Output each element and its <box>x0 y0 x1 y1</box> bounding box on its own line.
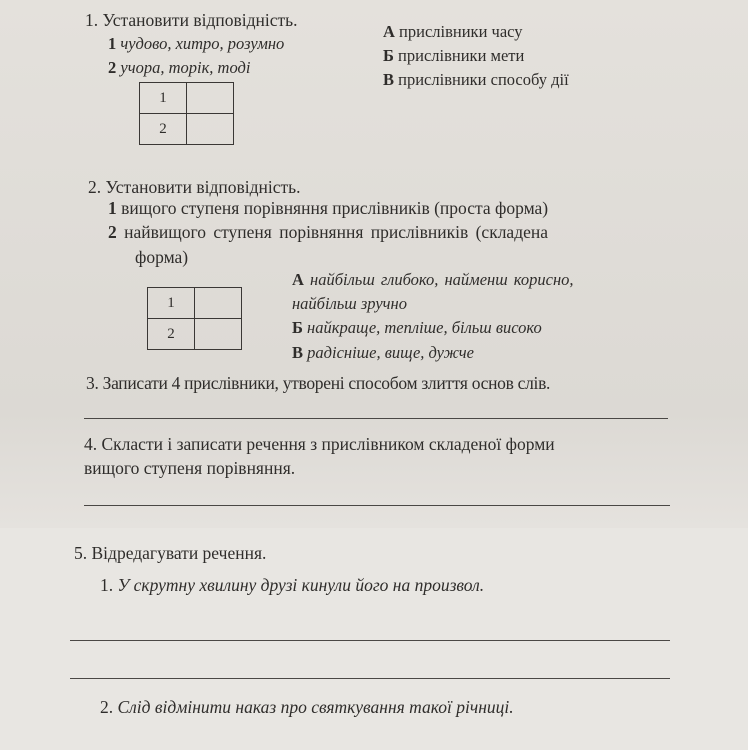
q1-grid-answer-1[interactable] <box>187 83 234 114</box>
q2-item-2-cont: форма) <box>135 247 189 267</box>
q2-grid-answer-2[interactable] <box>195 319 242 350</box>
q1-grid-label-2: 2 <box>140 114 187 145</box>
q5-sentence-1 <box>100 575 484 595</box>
q1-option-a-text: прислівники часу <box>399 22 523 41</box>
q1-item-1-num: 1 <box>108 34 117 53</box>
q2-option-c-letter: В <box>292 343 304 362</box>
q5-sentence-2-text: Слід відмінити наказ про святкування такої річниці. <box>117 697 514 717</box>
q5-answer-line-1[interactable] <box>70 640 670 641</box>
q1-option-b-text: прислівники мети <box>398 46 525 65</box>
q1-option-a <box>383 22 523 42</box>
q2-option-b-letter: Б <box>292 318 303 337</box>
q2-option-c-text: радісніше, вище, дужче <box>307 343 474 362</box>
q4-answer-line[interactable] <box>84 505 670 506</box>
q1-grid-row-1 <box>140 83 234 114</box>
q2-title: 2. Установити відповідність. <box>88 177 301 197</box>
q2-option-a <box>292 270 574 290</box>
q2-grid-label-1: 1 <box>148 288 195 319</box>
q2-option-c <box>292 343 474 363</box>
q1-option-c-letter: В <box>383 70 395 89</box>
q5-answer-line-2[interactable] <box>70 678 670 679</box>
q1-option-a-letter: А <box>383 22 395 41</box>
q2-grid-answer-1[interactable] <box>195 288 242 319</box>
q1-grid-label-1: 1 <box>140 83 187 114</box>
q1-option-c-text: прислівники способу дії <box>398 70 569 89</box>
q2-option-a-text: найбільш глибоко, найменш корисно, <box>310 270 574 289</box>
q3-answer-line[interactable] <box>84 418 668 419</box>
q5-sentence-2 <box>100 697 514 717</box>
q2-grid-row-1 <box>148 288 242 319</box>
q1-item-2-text: учора, торік, тоді <box>120 58 251 77</box>
q5-title: 5. Відредагувати речення. <box>74 543 267 563</box>
q1-grid-row-2 <box>140 114 234 145</box>
q2-grid-label-2: 2 <box>148 319 195 350</box>
q1-option-b-letter: Б <box>383 46 394 65</box>
q2-item-2-num: 2 <box>108 222 117 242</box>
q5-sentence-2-num: 2. <box>100 697 114 717</box>
q1-item-1 <box>108 34 284 54</box>
q2-item-2 <box>108 222 548 242</box>
q2-option-a-letter: А <box>292 270 304 289</box>
q1-grid-answer-2[interactable] <box>187 114 234 145</box>
q2-item-1 <box>108 198 548 218</box>
q2-item-2-text: найвищого ступеня порівняння прислівників (складена <box>124 222 548 242</box>
q2-grid-row-2 <box>148 319 242 350</box>
q5-sentence-1-num: 1. <box>100 575 114 595</box>
q2-option-a-cont: найбільш зручно <box>292 294 407 313</box>
q2-item-1-text: вищого ступеня порівняння прислівників (проста форма) <box>121 198 549 218</box>
q1-option-b <box>383 46 524 66</box>
q1-item-2 <box>108 58 250 78</box>
q4-title-line-2: вищого ступеня порівняння. <box>84 458 296 478</box>
q2-answer-grid <box>147 287 242 350</box>
q3-title: 3. Записати 4 прислівники, утворені способом злиття основ слів. <box>86 373 551 393</box>
q1-title: 1. Установити відповідність. <box>85 10 298 30</box>
q1-item-2-num: 2 <box>108 58 117 77</box>
q2-option-b-text: найкраще, тепліше, більш високо <box>307 318 542 337</box>
q1-option-c <box>383 70 569 90</box>
q1-answer-grid <box>139 82 234 145</box>
q1-item-1-text: чудово, хитро, розумно <box>120 34 285 53</box>
q2-option-b <box>292 318 542 338</box>
q2-item-1-num: 1 <box>108 198 117 218</box>
q5-sentence-1-text: У скрутну хвилину друзі кинули його на произвол. <box>117 575 485 595</box>
q4-title-line-1: 4. Скласти і записати речення з прислівником складеної форми <box>84 434 555 454</box>
